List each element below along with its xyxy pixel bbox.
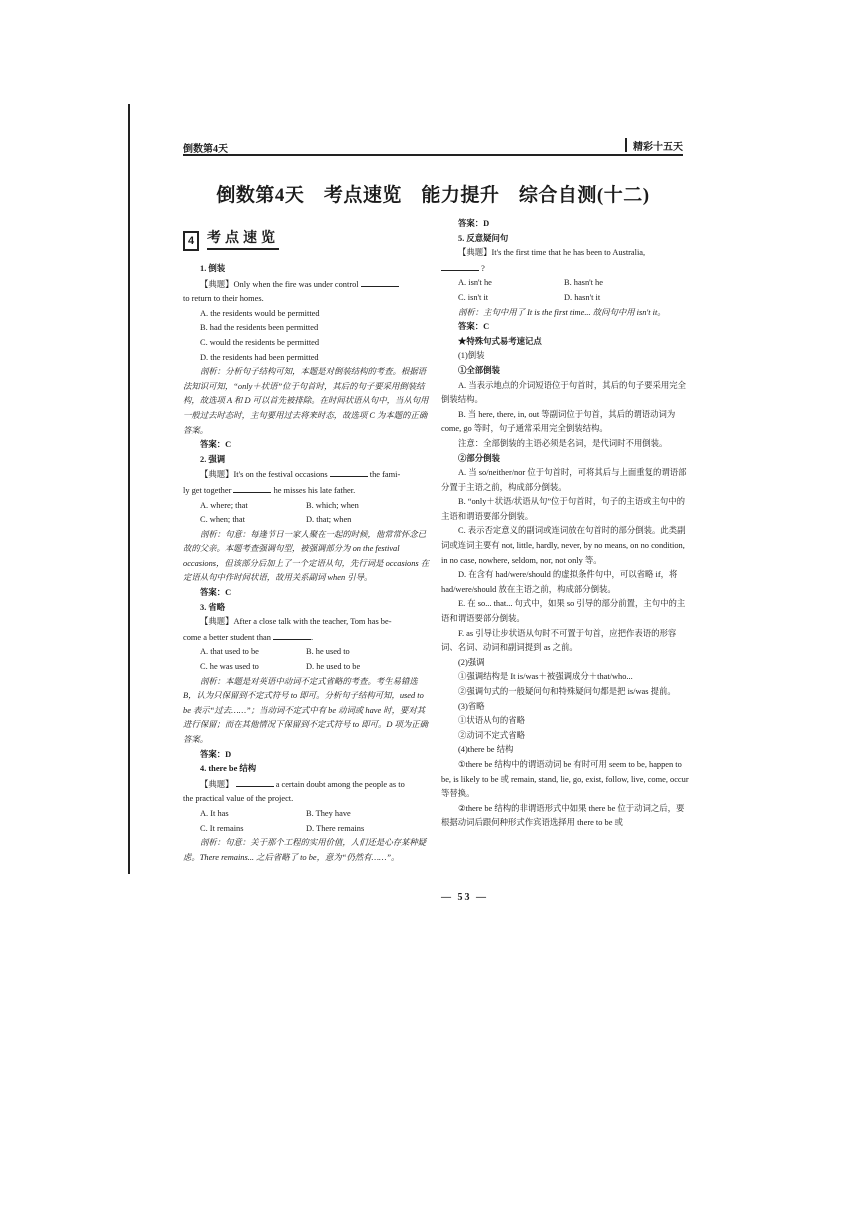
q2-option-b: B. which; when — [306, 500, 359, 510]
notes-partial-inversion-c: C. 表示否定意义的副词或连词放在句首时的部分倒装。此类副词或连词主要有 not, little, hardly, never, by no means, on no condition, in no case, nowhere, seldom, nor, not only 等。 — [441, 526, 686, 565]
q3-option-a: A. that used to be — [200, 647, 259, 657]
q2-analysis: 剖析：句意：每逢节日一家人聚在一起的时候，他常常怀念已故的父亲。本题考查强调句型，被强调部分为 on the festival occasions，但该部分后加上了一个定语从句，先行词是 occasions 在定语从句中作时间状语，故用关系副词 when 引导。 — [183, 529, 430, 583]
section-title: 考点速览 — [207, 232, 279, 250]
section-number-badge: 4 — [183, 231, 199, 251]
q2-heading: 2. 强调 — [200, 454, 226, 464]
notes-ellipsis-1: ①状语从句的省略 — [458, 716, 525, 726]
q4-answer: 答案：D — [458, 219, 490, 228]
q3-option-c: C. he was used to — [200, 662, 259, 672]
q5-option-b: B. hasn't he — [564, 278, 603, 288]
q5-options-row-1 — [441, 276, 691, 291]
page-header — [183, 136, 683, 156]
q3-heading: 3. 省略 — [200, 602, 226, 612]
notes-partial-inversion-d: D. 在含有 had/were/should 的虚拟条件句中，可以省略 if，将 had/were/should 放在主语之前，构成部分倒装。 — [441, 570, 678, 594]
q1-heading: 1. 倒装 — [200, 264, 226, 273]
q3-stem-cont: come a better student than . — [183, 630, 433, 646]
q4-stem: 【典题】 a certain doubt among the people as to — [183, 777, 433, 793]
section-header — [183, 228, 433, 254]
q5-option-c: C. isn't it — [458, 292, 489, 302]
answer-blank — [361, 277, 399, 287]
header-left-text: 倒数第4天 — [183, 144, 228, 155]
q2-answer: 答案：C — [200, 588, 232, 598]
q3-options-row-1 — [183, 645, 433, 660]
q1-option-d: D. the residents had been permitted — [200, 352, 319, 362]
q3-option-d: D. he used to be — [306, 662, 361, 672]
q5-option-a: A. isn't he — [458, 278, 492, 288]
answer-blank — [233, 483, 271, 493]
answer-blank — [273, 630, 311, 640]
q5-stem-cont: ? — [441, 261, 691, 277]
notes-partial-inversion-e: E. 在 so... that... 句式中，如果 so 引导的部分前置，主句中的主语和谓语要部分倒装。 — [441, 599, 686, 624]
notes-full-inversion-a: A. 当表示地点的介词短语位于句首时，其后的句子要采用完全倒装结构。 — [441, 380, 686, 405]
q4-heading: 4. there be 结构 — [200, 764, 257, 774]
notes-heading: ★特殊句式易考速记点 — [458, 336, 542, 346]
q4-options-row-2 — [183, 822, 433, 837]
notes-emphasis: (2)强调 — [458, 657, 485, 667]
header-right-text: 精彩十五天 — [625, 138, 683, 152]
q3-analysis: 剖析：本题是对英语中动词不定式省略的考查。考生易错选 B，认为只保留到不定式符号 to 即可。分析句子结构可知，used to be 表示“过去……”；当动词不定式中有 be 动词或 have 时，要对其进行保留；而在其他情况下保留到不定式符号 to 即可。D 项为正确答案。 — [183, 676, 428, 744]
notes-inversion: (1)倒装 — [458, 351, 485, 361]
notes-full-inversion: ①全部倒装 — [458, 365, 500, 375]
q5-option-d: D. hasn't it — [564, 292, 601, 302]
q4-option-d: D. There remains — [306, 823, 365, 833]
q1-option-c: C. would the residents be permitted — [200, 337, 320, 347]
notes-partial-inversion: ②部分倒装 — [458, 453, 500, 463]
answer-blank — [236, 777, 274, 787]
notes-there-be-2: ②there be 结构的非谓语形式中如果 there be 位于动词之后，要根据动词后跟何种形式作宾语选择用 there to be 或 — [441, 803, 685, 828]
q2-option-c: C. when; that — [200, 515, 245, 525]
notes-partial-inversion-a: A. 当 so/neither/nor 位于句首时，可将其后与上面重复的谓语部分置于主语之前，构成部分倒装。 — [441, 468, 687, 492]
q2-stem: 【典题】It's on the festival occasions the fami- — [183, 467, 433, 483]
q3-answer: 答案：D — [200, 749, 232, 759]
notes-ellipsis-2: ②动词不定式省略 — [458, 730, 525, 740]
q5-stem: 【典题】It's the first time that he has been to Australia, — [458, 248, 646, 258]
q1-option-a: A. the residents would be permitted — [200, 308, 320, 318]
q4-options-row-1 — [183, 807, 433, 822]
q4-option-b: B. They have — [306, 808, 351, 818]
q1-stem: 【典题】Only when the fire was under control — [183, 277, 433, 293]
notes-there-be: (4)there be 结构 — [458, 745, 514, 755]
q4-analysis: 剖析：句意：关于那个工程的实用价值，人们还是心存某种疑虑。There remains... 之后省略了 to be，意为“仍然有……”。 — [183, 838, 427, 862]
notes-there-be-1: ①there be 结构中的谓语动词 be 有时可用 seem to be, happen to be, is likely to be 或 remain, stand, lie, go, exist, follow, live, come, occur 等替换。 — [441, 759, 689, 799]
q4-option-a: A. It has — [200, 808, 229, 818]
q2-options-row-1 — [183, 499, 433, 514]
notes-full-inversion-b: B. 当 here, there, in, out 等副词位于句首，其后的谓语动词为 come, go 等时，句子通常采用完全倒装结构。 — [441, 409, 676, 434]
page-title: 倒数第4天 考点速览 能力提升 综合自测(十二) — [216, 185, 650, 206]
q3-options-row-2 — [183, 660, 433, 675]
notes-partial-inversion-b: B. “only＋状语/状语从句”位于句首时，句子的主语或主句中的主语和谓语要部分倒装。 — [441, 497, 686, 521]
q4-option-c: C. It remains — [200, 823, 244, 833]
left-column — [183, 228, 433, 865]
scan-binding-edge — [128, 104, 130, 874]
notes-ellipsis: (3)省略 — [458, 701, 485, 711]
notes-full-inversion-note: 注意：全部倒装的主语必须是名词，是代词时不用倒装。 — [458, 438, 668, 448]
notes-emphasis-1: ①强调结构是 It is/was＋被强调成分＋that/who... — [458, 672, 633, 682]
answer-blank — [330, 467, 368, 477]
q1-analysis: 剖析：分析句子结构可知，本题是对倒装结构的考查。根据语法知识可知，“only＋状语”位于句首时，其后的句子要采用倒装结构，故选项 A 和 D 可以首先被排除。在时间状语从句中，当从句用一般过去时态时，主句要用过去将来时态，故选项 C 为本题的正确答案。 — [183, 367, 429, 435]
page-number: — 53 — — [441, 892, 488, 903]
q3-option-b: B. he used to — [306, 647, 350, 657]
q1-answer: 答案：C — [200, 440, 232, 450]
right-column — [441, 217, 691, 831]
q2-option-d: D. that; when — [306, 515, 352, 525]
q1-option-b: B. had the residents been permitted — [200, 323, 319, 333]
q2-stem-cont: ly get together he misses his late father. — [183, 483, 433, 499]
header-rule — [183, 154, 683, 156]
q1-stem-cont: to return to their homes. — [183, 294, 264, 304]
q3-stem: 【典题】After a close talk with the teacher, Tom has be- — [200, 617, 392, 627]
q5-options-row-2 — [441, 291, 691, 306]
notes-partial-inversion-f: F. as 引导让步状语从句时不可置于句首，应把作表语的形容词、名词、动词和副词提到 as 之前。 — [441, 628, 677, 653]
q2-option-a: A. where; that — [200, 500, 248, 510]
q5-analysis: 剖析：主句中用了 It is the first time... 故问句中用 isn't it。 — [458, 307, 666, 317]
q5-answer: 答案：C — [458, 322, 490, 332]
notes-emphasis-2: ②强调句式的一般疑问句和特殊疑问句都是把 is/was 提前。 — [458, 687, 676, 696]
q5-heading: 5. 反意疑问句 — [458, 233, 509, 243]
q2-options-row-2 — [183, 513, 433, 528]
q4-stem-cont: the practical value of the project. — [183, 794, 294, 804]
answer-blank — [441, 261, 479, 271]
